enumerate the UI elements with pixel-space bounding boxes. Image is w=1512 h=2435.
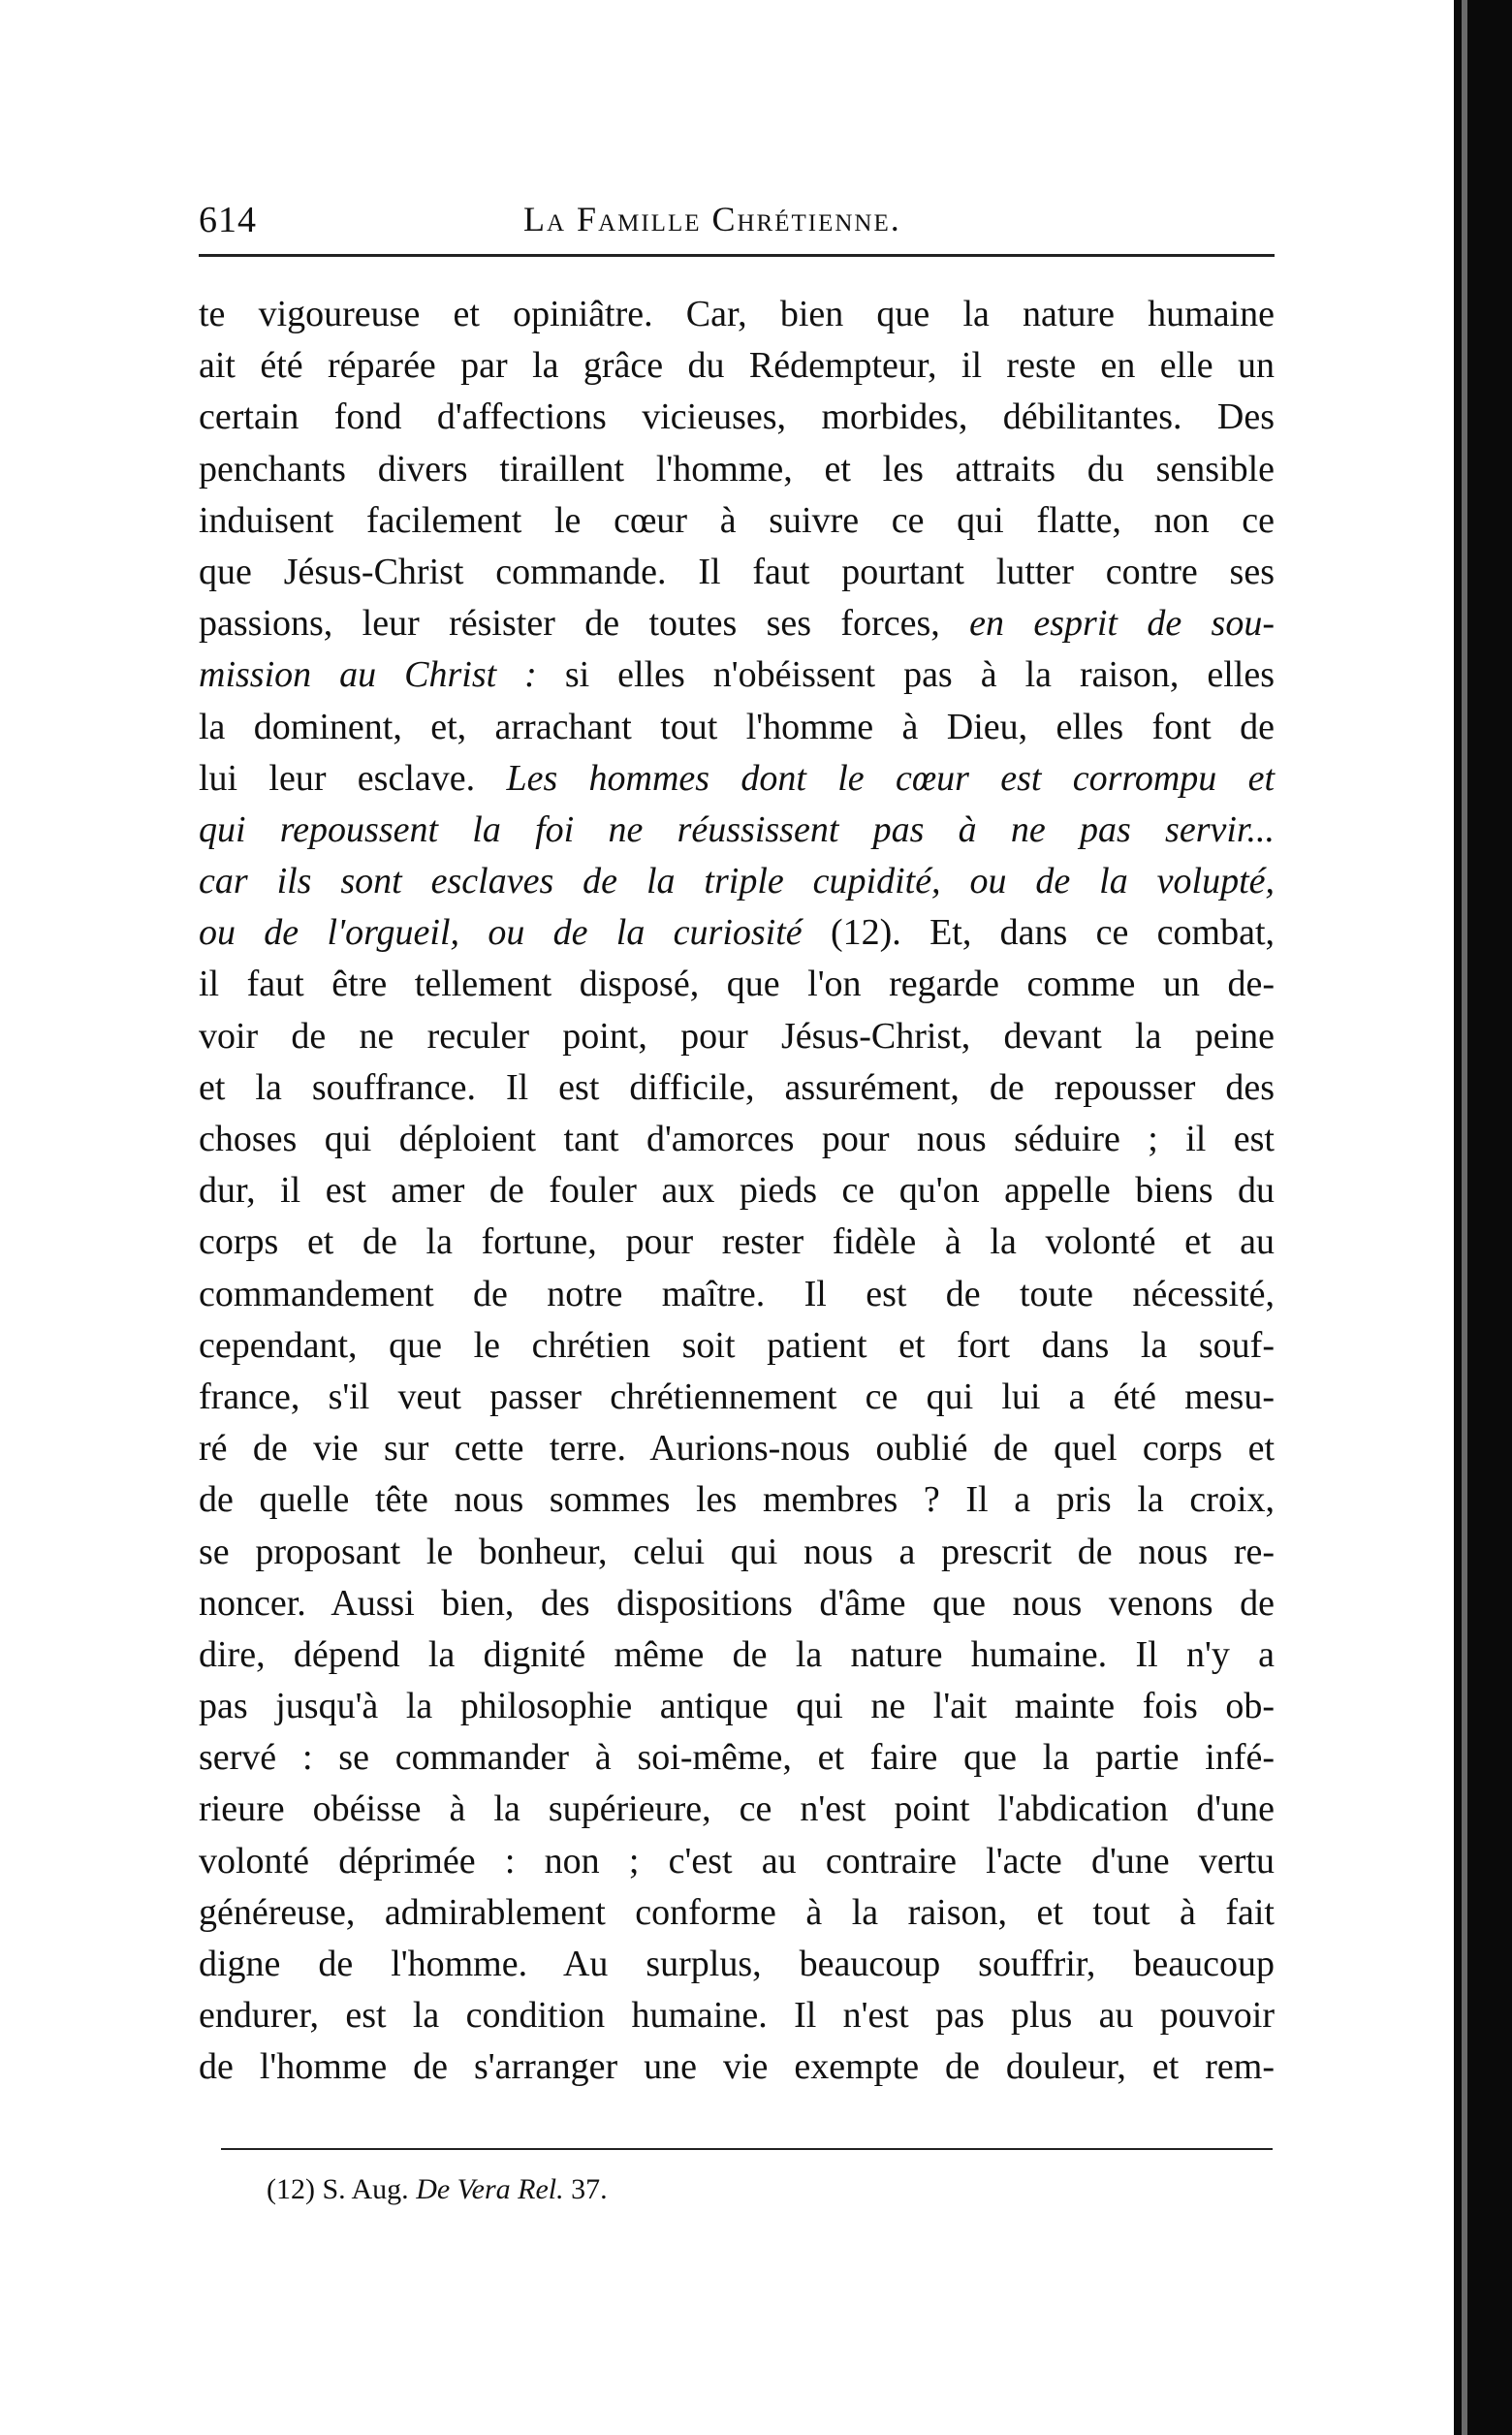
text-segment: servé : se commander à soi-même, et faire que la partie infé-: [199, 1737, 1275, 1779]
text-segment: rieure obéisse à la supérieure, ce n'est point l'abdication d'une: [199, 1788, 1275, 1830]
text-line: [199, 1887, 1275, 1939]
text-segment: te vigoureuse et opiniâtre. Car, bien que la nature humaine: [199, 294, 1275, 334]
footnote: [267, 2173, 608, 2206]
text-line: [199, 1011, 1275, 1062]
running-title: La Famille Chrétienne.: [523, 200, 901, 238]
text-line: [199, 1732, 1275, 1784]
text-segment: noncer. Aussi bien, des dispositions d'âme que nous venons de: [199, 1582, 1275, 1624]
italic-segment: ou de l'orgueil, ou de la curiosité: [199, 912, 803, 954]
italic-segment: Les hommes dont le cœur est corrompu et: [506, 757, 1276, 799]
text-segment: pas jusqu'à la philosophie antique qui ne l'ait mainte fois ob-: [199, 1686, 1275, 1727]
text-line: [199, 1372, 1275, 1423]
text-line: [199, 1474, 1275, 1526]
text-line: [199, 1217, 1275, 1268]
text-segment: endurer, est la condition humaine. Il n'est pas plus au pouvoir: [199, 1995, 1275, 2037]
text-line: [199, 649, 1275, 701]
text-line: [199, 907, 1275, 959]
text-segment: cependant, que le chrétien soit patient et fort dans la souf-: [199, 1324, 1275, 1366]
text-line: [199, 702, 1275, 753]
text-line: [199, 495, 1275, 547]
text-line: [199, 1527, 1275, 1578]
text-line: [199, 1681, 1275, 1732]
text-segment: de l'homme de s'arranger une vie exempte de douleur, et rem-: [199, 2046, 1275, 2088]
italic-segment: mission au Christ :: [199, 654, 537, 696]
text-segment: digne de l'homme. Au surplus, beaucoup souffrir, beaucoup: [199, 1944, 1275, 1984]
text-line: [199, 340, 1275, 392]
text-line: [199, 392, 1275, 443]
text-line: [199, 1578, 1275, 1629]
footnote-author: S. Aug.: [314, 2173, 417, 2205]
text-line: [199, 1423, 1275, 1474]
text-segment: certain fond d'affections vicieuses, morbides, débilitantes. Des: [199, 396, 1275, 438]
text-segment: lui leur esclave.: [199, 757, 507, 799]
text-line: [199, 1320, 1275, 1372]
footnote-rule: [221, 2148, 1273, 2150]
text-line: [199, 598, 1275, 649]
text-segment: volonté déprimée : non ; c'est au contraire l'acte d'une vertu: [199, 1840, 1275, 1882]
text-segment: dur, il est amer de fouler aux pieds ce qu'on appelle biens du: [199, 1170, 1275, 1212]
text-segment: induisent facilement le cœur à suivre ce qui flatte, non ce: [199, 499, 1275, 541]
page-number: 614: [199, 200, 257, 240]
text-line: [199, 1836, 1275, 1887]
footnote-marker: (12): [267, 2173, 315, 2205]
text-segment: choses qui déploient tant d'amorces pour nous séduire ; il est: [199, 1119, 1275, 1159]
running-header: [199, 199, 1275, 257]
text-line: [199, 1062, 1275, 1114]
text-segment: ré de vie sur cette terre. Aurions-nous oublié de quel corps et: [199, 1428, 1275, 1470]
text-line: [199, 856, 1275, 907]
text-segment: dire, dépend la dignité même de la nature humaine. Il n'y a: [199, 1633, 1275, 1675]
italic-segment: qui repoussent la foi ne réussissent pas à ne pas servir...: [199, 808, 1275, 850]
italic-segment: en esprit de sou-: [969, 603, 1275, 645]
text-segment: que Jésus-Christ commande. Il faut pourtant lutter contre ses: [199, 551, 1275, 592]
text-line: [199, 547, 1275, 598]
text-segment: il faut être tellement disposé, que l'on regarde comme un de-: [199, 964, 1275, 1005]
text-line: [199, 1114, 1275, 1165]
text-line: [199, 753, 1275, 805]
text-segment: la dominent, et, arrachant tout l'homme à Dieu, elles font de: [199, 706, 1275, 747]
footnote-ref: 37.: [563, 2173, 608, 2205]
text-line: [199, 1165, 1275, 1217]
italic-segment: car ils sont esclaves de la triple cupidité, ou de la volupté,: [199, 861, 1275, 902]
text-segment: corps et de la fortune, pour rester fidèle à la volonté et au: [199, 1221, 1275, 1263]
text-line: [199, 1629, 1275, 1681]
header-rule: [199, 254, 1275, 257]
text-segment: et la souffrance. Il est difficile, assurément, de repousser des: [199, 1066, 1275, 1108]
text-line: [199, 444, 1275, 495]
text-segment: ait été réparée par la grâce du Rédempteur, il reste en elle un: [199, 345, 1275, 387]
footnote-work: De Vera Rel.: [416, 2173, 564, 2205]
text-segment: généreuse, admirablement conforme à la raison, et tout à fait: [199, 1891, 1275, 1933]
text-segment: france, s'il veut passer chrétiennement ce qui lui a été mesu-: [199, 1376, 1275, 1417]
text-segment: penchants divers tiraillent l'homme, et les attraits du sensible: [199, 448, 1275, 490]
text-line: [199, 1784, 1275, 1835]
text-line: [199, 805, 1275, 856]
text-segment: passions, leur résister de toutes ses forces,: [199, 603, 970, 645]
body-text: [199, 289, 1275, 2094]
text-line: [199, 959, 1275, 1010]
text-segment: voir de ne reculer point, pour Jésus-Christ, devant la peine: [199, 1015, 1275, 1057]
text-segment: de quelle tête nous sommes les membres ? Il a pris la croix,: [199, 1479, 1275, 1521]
page-edge-line: [1462, 0, 1467, 2435]
text-line: [199, 1939, 1275, 1990]
text-segment: (12). Et, dans ce combat,: [802, 912, 1275, 954]
text-segment: commandement de notre maître. Il est de toute nécessité,: [199, 1273, 1275, 1314]
text-line: [199, 289, 1275, 340]
text-line: [199, 1990, 1275, 2041]
text-segment: si elles n'obéissent pas à la raison, elles: [536, 654, 1276, 696]
text-segment: se proposant le bonheur, celui qui nous a prescrit de nous re-: [199, 1531, 1275, 1572]
text-line: [199, 1269, 1275, 1320]
text-line: [199, 2041, 1275, 2093]
